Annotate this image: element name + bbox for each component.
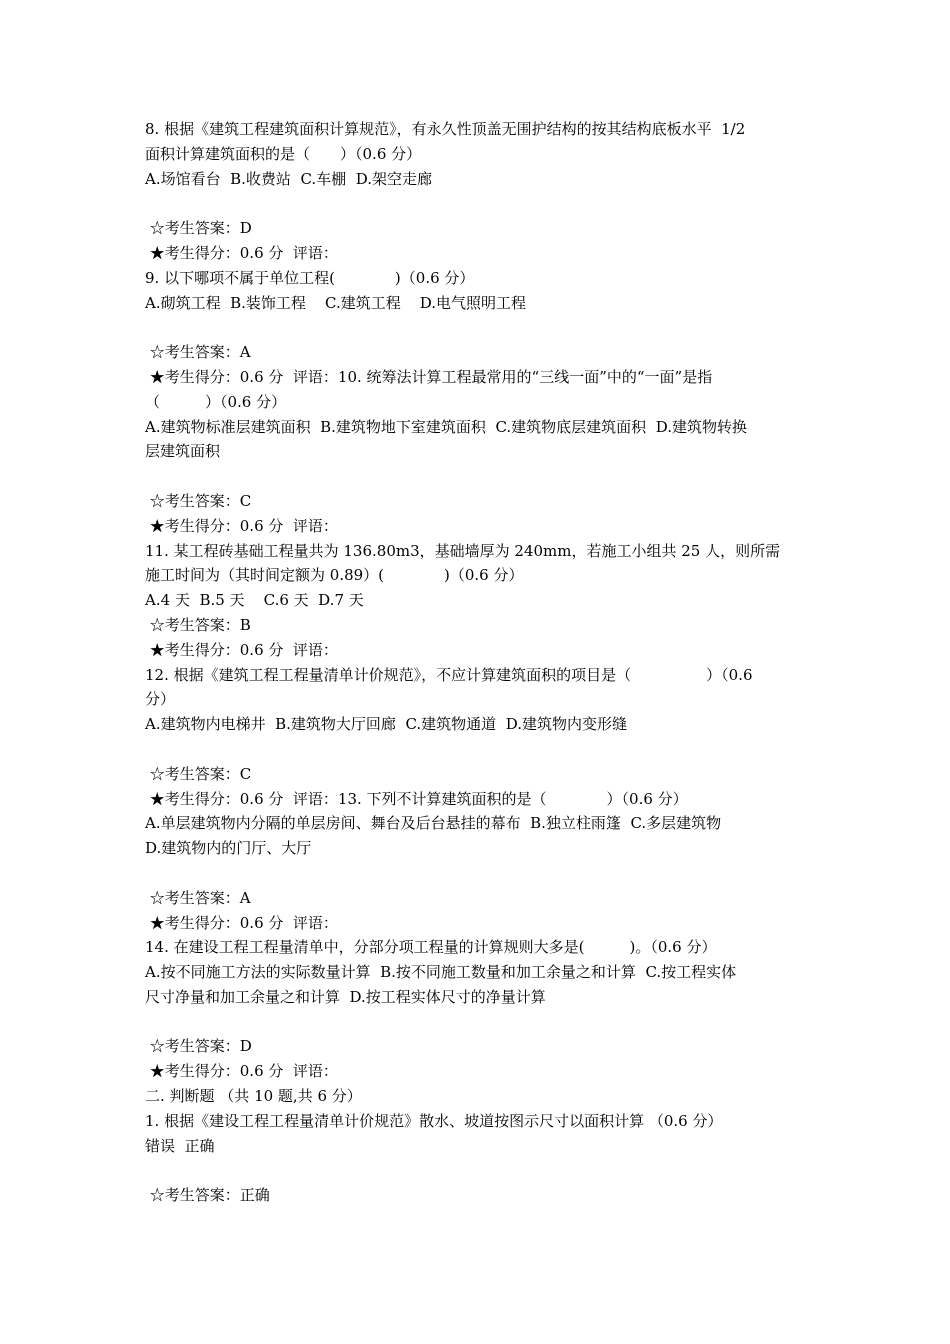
question-8-options: A.场馆看台 B.收费站 C.车棚 D.架空走廊 xyxy=(145,169,432,188)
tf-question-1-text: 1. 根据《建设工程工程量清单计价规范》散水、坡道按图示尺寸以面积计算 （0.6 分） xyxy=(145,1111,723,1130)
question-13-options-line-2: D.建筑物内的门厅、大厅 xyxy=(145,839,312,858)
spacer xyxy=(145,737,810,762)
question-10-options-line-1: A.建筑物标准层建筑面积 B.建筑物地下室建筑面积 C.建筑物底层建筑面积 D.建筑物转换 xyxy=(145,417,747,436)
question-13-options-line-1: A.单层建筑物内分隔的单层房间、舞台及后台悬挂的幕布 B.独立柱雨篷 C.多层建筑物 xyxy=(145,814,722,833)
question-9-score-and-question-10-text: ★考生得分：0.6 分 评语：10. 统筹法计算工程最常用的“三线一面”中的“一面”是指 xyxy=(145,367,713,386)
section-heading-true-false: 二. 判断题 （共 10 题,共 6 分） xyxy=(145,1087,362,1106)
question-10-student-answer: ☆考生答案：C xyxy=(145,491,252,510)
spacer xyxy=(145,464,810,489)
question-12-options: A.建筑物内电梯井 B.建筑物大厅回廊 C.建筑物通道 D.建筑物内变形缝 xyxy=(145,715,627,734)
question-11-student-answer: ☆考生答案：B xyxy=(145,615,251,634)
question-11-text-line-2: 施工时间为（其时间定额为 0.89）( )（0.6 分） xyxy=(145,566,524,585)
question-14-score: ★考生得分：0.6 分 评语： xyxy=(145,1062,338,1081)
question-14-options-line-2: 尺寸净量和加工余量之和计算 D.按工程实体尺寸的净量计算 xyxy=(145,987,546,1006)
question-10-score: ★考生得分：0.6 分 评语： xyxy=(145,516,338,535)
question-9-text: 9. 以下哪项不属于单位工程( )（0.6 分） xyxy=(145,268,475,287)
question-14-text: 14. 在建设工程工程量清单中，分部分项工程量的计算规则大多是( )。（0.6 分） xyxy=(145,938,717,957)
question-10-text-line-2: （ ）（0.6 分） xyxy=(145,392,287,411)
question-12-score-and-question-13-text: ★考生得分：0.6 分 评语：13. 下列不计算建筑面积的是（ ）（0.6 分） xyxy=(145,789,688,808)
exam-results-text xyxy=(145,117,810,1208)
spacer xyxy=(145,315,810,340)
question-14-options-line-1: A.按不同施工方法的实际数量计算 B.按不同施工数量和加工余量之和计算 C.按工程实体 xyxy=(145,963,737,982)
question-13-score: ★考生得分：0.6 分 评语： xyxy=(145,913,338,932)
question-12-text-line-2: 分） xyxy=(145,690,176,709)
question-8-text-line-1: 8. 根据《建筑工程建筑面积计算规范》，有永久性顶盖无围护结构的按其结构底板水平 1/2 xyxy=(145,120,746,138)
spacer xyxy=(145,1010,810,1035)
question-8-student-answer: ☆考生答案：D xyxy=(145,219,252,238)
question-11-options: A.4 天 B.5 天 C.6 天 D.7 天 xyxy=(145,591,364,610)
tf-question-1-options: 错误 正确 xyxy=(145,1136,215,1155)
question-13-student-answer: ☆考生答案：A xyxy=(145,888,251,907)
spacer xyxy=(145,191,810,216)
tf-question-1-student-answer: ☆考生答案：正确 xyxy=(145,1186,270,1205)
question-12-student-answer: ☆考生答案：C xyxy=(145,764,252,783)
question-9-student-answer: ☆考生答案：A xyxy=(145,343,251,362)
question-11-text-line-1: 11. 某工程砖基础工程量共为 136.80m3，基础墙厚为 240mm，若施工小组共 25 人，则所需 xyxy=(145,541,781,560)
question-10-options-line-2: 层建筑面积 xyxy=(145,442,221,461)
question-11-score: ★考生得分：0.6 分 评语： xyxy=(145,640,338,659)
question-8-text-line-2: 面积计算建筑面积的是（ ）（0.6 分） xyxy=(145,144,422,163)
spacer xyxy=(145,861,810,886)
question-12-text-line-1: 12. 根据《建筑工程工程量清单计价规范》，不应计算建筑面积的项目是（ ）（0.6 xyxy=(145,665,753,684)
question-14-student-answer: ☆考生答案：D xyxy=(145,1037,252,1056)
question-8-score: ★考生得分：0.6 分 评语： xyxy=(145,243,338,262)
question-9-options: A.砌筑工程 B.装饰工程 C.建筑工程 D.电气照明工程 xyxy=(145,293,527,312)
spacer xyxy=(145,1158,810,1183)
